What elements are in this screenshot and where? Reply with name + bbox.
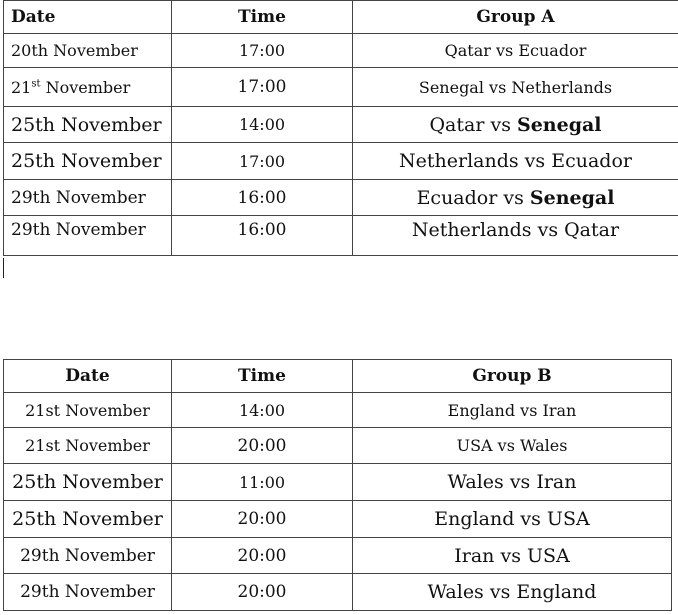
time-cell: 17:00 [172, 68, 353, 107]
match-cell [353, 68, 678, 107]
date-cell: 21st November [4, 393, 172, 428]
date-cell: 21st November [4, 428, 172, 464]
match-text: Netherlands vs Qatar [411, 219, 620, 241]
date-cell: 25th November [4, 464, 172, 501]
match-cell: Iran vs USA [353, 538, 672, 574]
date-ordinal: st [31, 78, 41, 90]
time-cell: 20:00 [172, 538, 353, 574]
time-cell: 20:00 [172, 428, 353, 464]
date-cell: 29th November [4, 538, 172, 574]
match-cell: Wales vs England [353, 574, 672, 611]
match-team-bold: Senegal [516, 113, 602, 136]
group-b-table [3, 359, 672, 611]
match-cell [353, 143, 678, 180]
match-text: Senegal vs Netherlands [418, 77, 613, 97]
date-month: November [40, 77, 131, 97]
header-group: Group B [353, 360, 672, 393]
match-cell: Wales vs Iran [353, 464, 672, 501]
table-header-row [4, 1, 678, 34]
time-cell: 20:00 [172, 501, 353, 538]
time-cell: 17:00 [172, 143, 353, 180]
header-date: Date [4, 360, 172, 393]
header-time: Time [172, 360, 353, 393]
date-cell: 25th November [4, 107, 172, 143]
table-row [4, 68, 678, 107]
time-cell: 16:00 [172, 180, 353, 216]
match-cell [353, 180, 678, 216]
match-team-bold: Senegal [529, 186, 615, 209]
header-group: Group A [353, 1, 678, 34]
table-row [4, 464, 672, 501]
time-cell: 16:00 [172, 216, 353, 256]
time-cell: 14:00 [172, 393, 353, 428]
date-cell: 25th November [4, 501, 172, 538]
date-cell: 25th November [4, 143, 172, 180]
date-cell: 29th November [4, 574, 172, 611]
time-cell: 17:00 [172, 34, 353, 68]
match-cell: England vs USA [353, 501, 672, 538]
match-cell: England vs Iran [353, 393, 672, 428]
header-time: Time [172, 1, 353, 34]
table-row [4, 180, 678, 216]
time-cell: 11:00 [172, 464, 353, 501]
match-text: Qatar vs Ecuador [444, 41, 587, 60]
table-row [4, 107, 678, 143]
table-row [4, 393, 672, 428]
match-cell [353, 107, 678, 143]
date-cell: 29th November [4, 180, 172, 216]
match-cell [353, 34, 678, 68]
group-a-table [3, 0, 678, 256]
table-row [4, 501, 672, 538]
text-cursor [3, 258, 4, 278]
table-row [4, 216, 678, 256]
match-text: Netherlands vs Ecuador [399, 150, 632, 172]
date-cell: 29th November [4, 216, 172, 256]
match-cell [353, 216, 678, 256]
table-row [4, 34, 678, 68]
match-text: Ecuador vs [416, 186, 530, 209]
match-text: Qatar vs [429, 113, 517, 136]
match-cell: USA vs Wales [353, 428, 672, 464]
table-row [4, 428, 672, 464]
date-cell [4, 68, 172, 107]
date-day: 21 [11, 77, 32, 97]
table-row [4, 143, 678, 180]
header-date: Date [4, 1, 172, 34]
table-row [4, 574, 672, 611]
table-header-row [4, 360, 672, 393]
time-cell: 14:00 [172, 107, 353, 143]
time-cell: 20:00 [172, 574, 353, 611]
table-row [4, 538, 672, 574]
date-cell: 20th November [4, 34, 172, 68]
